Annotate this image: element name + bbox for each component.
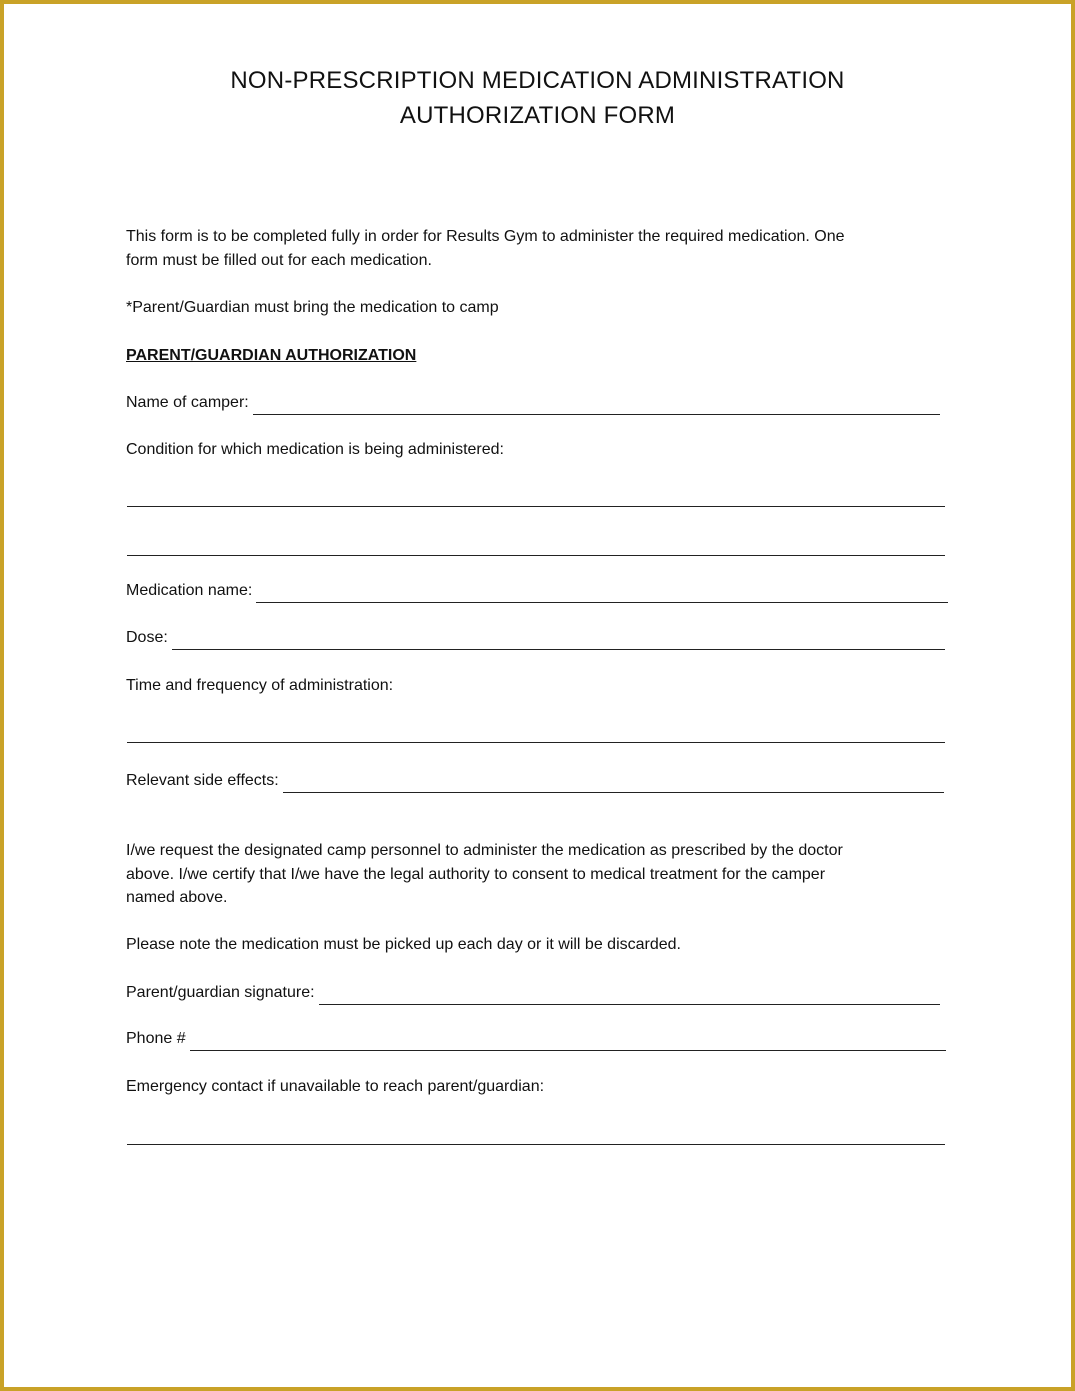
medication-name-line[interactable] (256, 583, 948, 603)
intro-text-line-2: form must be filled out for each medication. (126, 252, 432, 269)
dose-line[interactable] (172, 630, 945, 650)
time-frequency-line[interactable] (127, 742, 945, 743)
camper-name-field[interactable] (126, 391, 940, 415)
request-text-line-3: named above. (126, 889, 228, 906)
time-frequency-label: Time and frequency of administration: (126, 677, 394, 694)
phone-field[interactable] (126, 1027, 946, 1051)
emergency-contact-label: Emergency contact if unavailable to reach parent/guardian: (126, 1078, 545, 1095)
phone-line[interactable] (190, 1031, 946, 1051)
emergency-contact-line[interactable] (127, 1144, 945, 1145)
side-effects-label: Relevant side effects: (126, 772, 279, 789)
request-text-line-1: I/we request the designated camp personnel to administer the medication as prescribed by the doctor (126, 842, 843, 859)
pickup-note: Please note the medication must be picked up each day or it will be discarded. (126, 936, 681, 953)
dose-field[interactable] (126, 626, 945, 650)
side-effects-field[interactable] (126, 769, 944, 793)
dose-label: Dose: (126, 629, 168, 646)
intro-text-line-1: This form is to be completed fully in order for Results Gym to administer the required medication. One (126, 228, 845, 245)
signature-field[interactable] (126, 981, 940, 1005)
camper-name-line[interactable] (253, 395, 940, 415)
signature-line[interactable] (319, 985, 940, 1005)
medication-name-label: Medication name: (126, 582, 253, 599)
condition-label: Condition for which medication is being administered: (126, 441, 504, 458)
request-text-line-2: above. I/we certify that I/we have the legal authority to consent to medical treatment for the camper (126, 866, 826, 883)
form-title-line-2: AUTHORIZATION FORM (399, 102, 676, 129)
condition-line-2[interactable] (127, 555, 945, 556)
signature-label: Parent/guardian signature: (126, 984, 315, 1001)
side-effects-line[interactable] (283, 773, 944, 793)
medication-name-field[interactable] (126, 579, 948, 603)
condition-line-1[interactable] (127, 506, 945, 507)
section-heading: PARENT/GUARDIAN AUTHORIZATION (126, 347, 417, 364)
camper-name-label: Name of camper: (126, 394, 249, 411)
bring-medication-note: *Parent/Guardian must bring the medication to camp (126, 299, 499, 316)
form-title-line-1: NON-PRESCRIPTION MEDICATION ADMINISTRATION (230, 67, 845, 94)
phone-label: Phone # (126, 1030, 186, 1047)
